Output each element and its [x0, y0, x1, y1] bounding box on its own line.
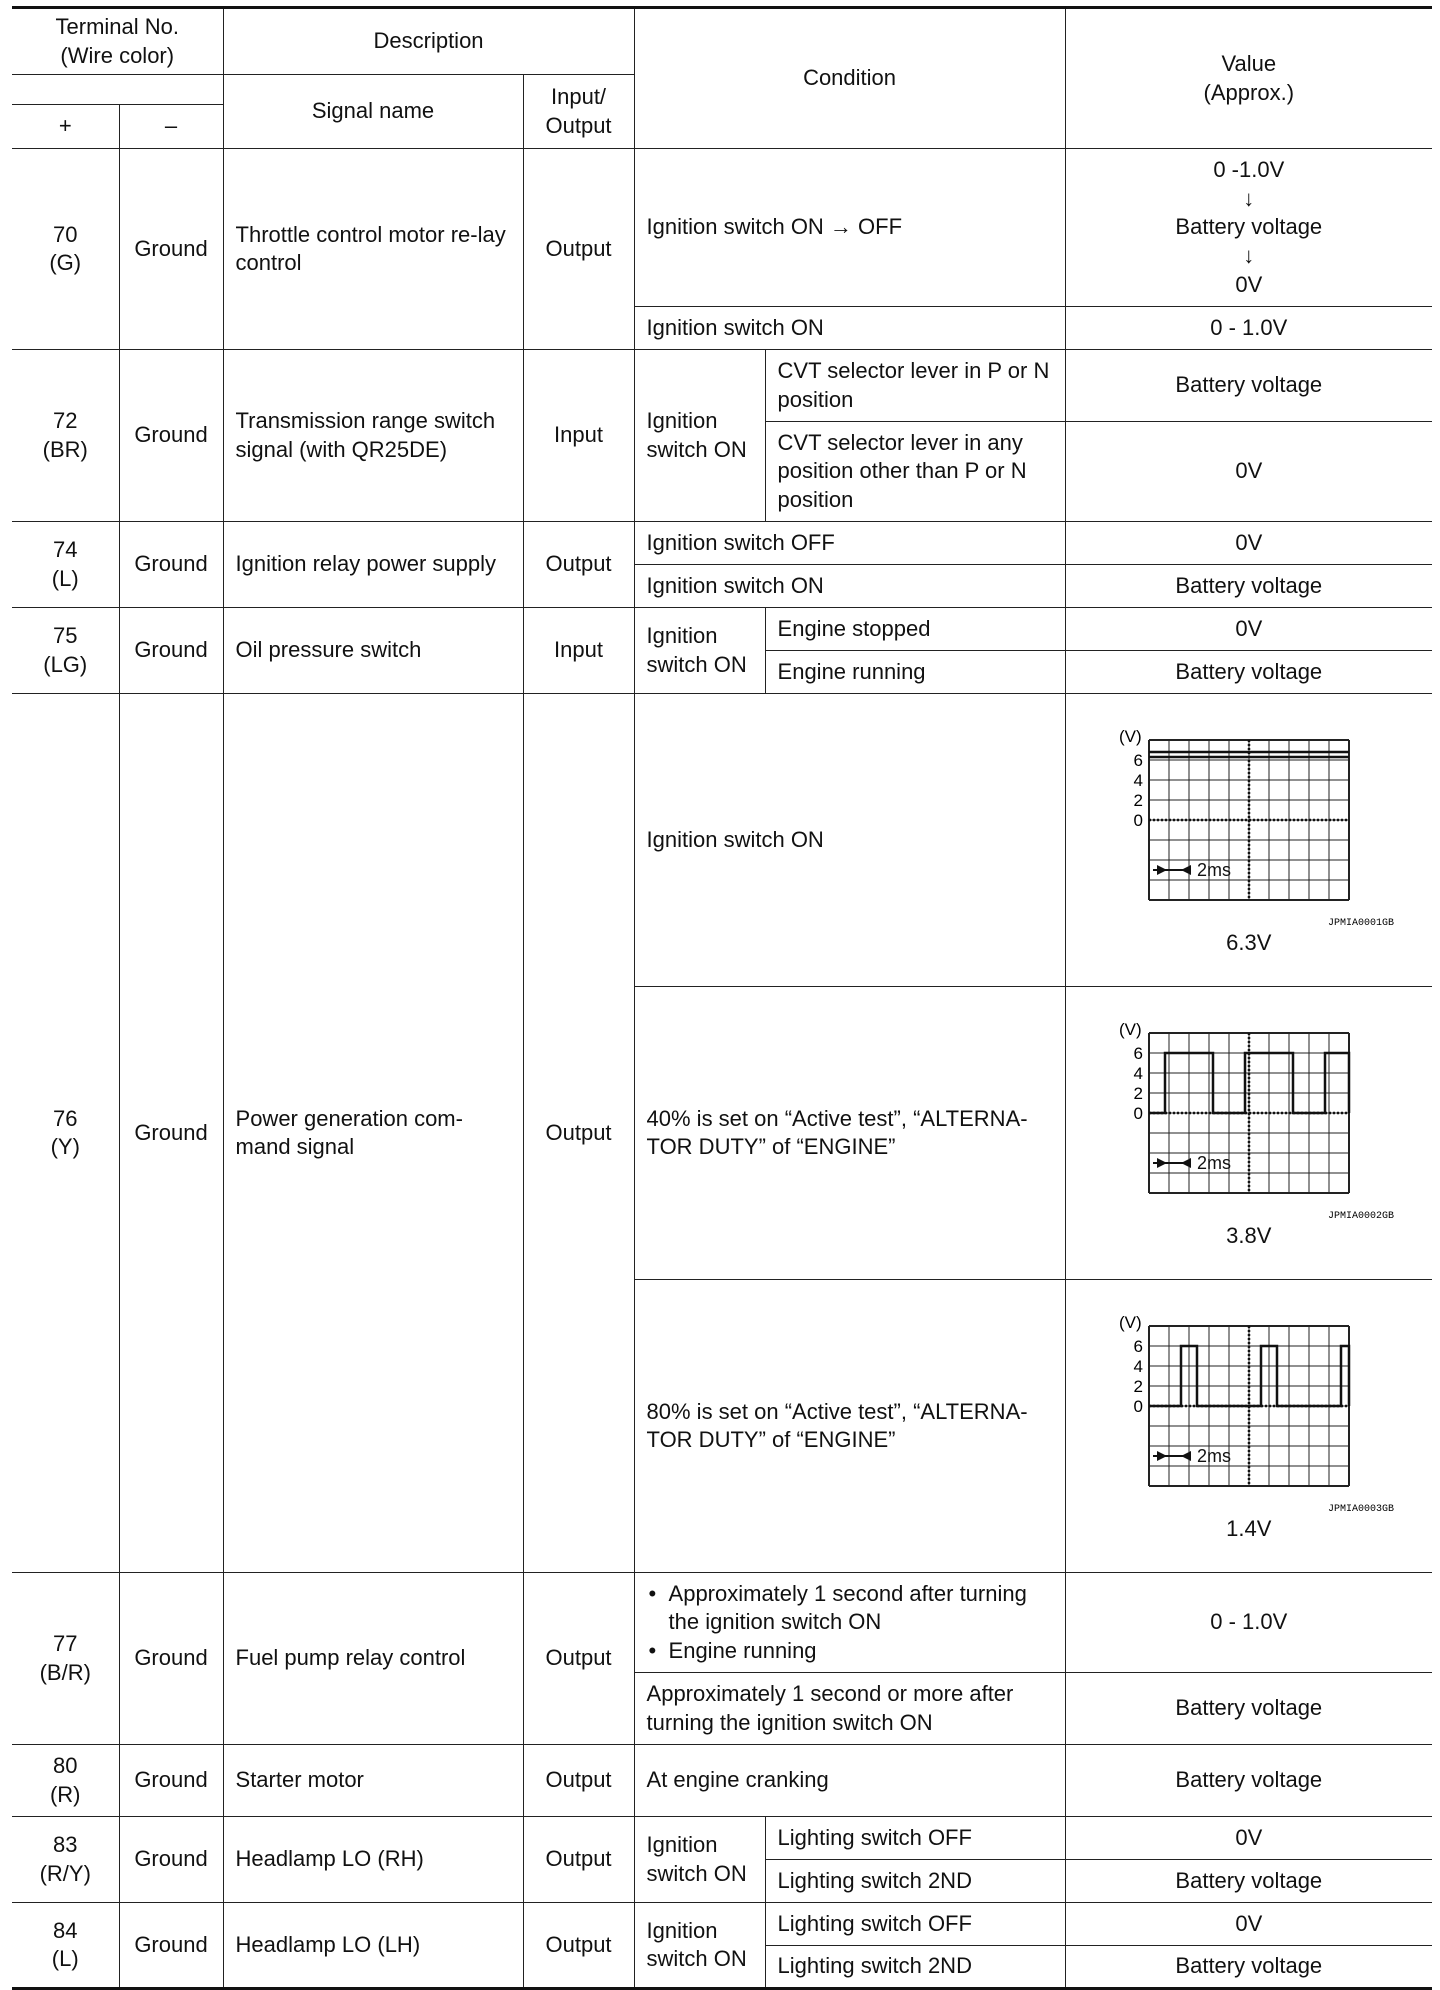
- ground-cell: Ground: [119, 1903, 223, 1989]
- time-marker-arrow: [1157, 1451, 1167, 1461]
- value-cell: 0V: [1065, 522, 1432, 565]
- condition-cell: Ignition switch ON: [634, 565, 1065, 608]
- tick-label: 4: [1133, 1357, 1143, 1377]
- tick-label: 2: [1133, 791, 1143, 811]
- condition-cell: Ignition switch ON → OFF: [634, 149, 1065, 307]
- waveform-cell: [1065, 694, 1432, 987]
- header-row-1: [12, 8, 1432, 75]
- signal-cell: Throttle control motor re-lay control: [223, 149, 523, 350]
- tick-label: 4: [1133, 771, 1143, 791]
- signal-cell: Ignition relay power supply: [223, 522, 523, 608]
- io-cell: Output: [523, 694, 634, 1573]
- io-cell: Output: [523, 1903, 634, 1989]
- figure-code: JPMIA0003GB: [1327, 1504, 1394, 1514]
- tick-label: 0: [1133, 811, 1143, 831]
- condition-cell: Approximately 1 second or more after turning the ignition switch ON: [634, 1673, 1065, 1745]
- condition-cell: At engine cranking: [634, 1745, 1065, 1817]
- table-row: [12, 1745, 1432, 1817]
- waveform-chart: [1099, 1308, 1399, 1513]
- io-cell: Output: [523, 522, 634, 608]
- terminal-cell: 72 (BR): [12, 350, 119, 522]
- terminal-cell: 74 (L): [12, 522, 119, 608]
- ground-cell: Ground: [119, 522, 223, 608]
- value-cell: 0 - 1.0V: [1065, 307, 1432, 350]
- condition-main-cell: Ignition switch ON: [634, 350, 765, 522]
- terminal-header: Terminal No. (Wire color): [12, 8, 223, 75]
- value-cell: 0 -1.0V ↓ Battery voltage ↓ 0V: [1065, 149, 1432, 307]
- waveform-value: 1.4V: [1226, 1516, 1272, 1542]
- list-item: • Engine running: [669, 1637, 1053, 1666]
- tick-label: 6: [1133, 1337, 1143, 1357]
- terminal-cell: 80 (R): [12, 1745, 119, 1817]
- waveform-chart: [1099, 722, 1399, 927]
- waveform-value: 3.8V: [1226, 1223, 1272, 1249]
- ground-cell: Ground: [119, 1817, 223, 1903]
- condition-sub-cell: CVT selector lever in P or N position: [765, 350, 1065, 422]
- condition-sub-cell: Engine stopped: [765, 608, 1065, 651]
- time-marker-arrow: [1181, 1158, 1191, 1168]
- ground-cell: Ground: [119, 1745, 223, 1817]
- tick-label: 4: [1133, 1064, 1143, 1084]
- value-cell: 0 - 1.0V: [1065, 1573, 1432, 1673]
- time-marker-arrow: [1157, 1158, 1167, 1168]
- condition-sub-cell: Lighting switch 2ND: [765, 1946, 1065, 1989]
- time-division-label: 2ms: [1196, 860, 1231, 881]
- signal-cell: Fuel pump relay control: [223, 1573, 523, 1745]
- terminal-cell: 83 (R/Y): [12, 1817, 119, 1903]
- signal-cell: Oil pressure switch: [223, 608, 523, 694]
- condition-sub-cell: CVT selector lever in any position other than P or N position: [765, 422, 1065, 522]
- list-item: • Approximately 1 second after turning the ignition switch ON: [669, 1580, 1053, 1637]
- tick-label: 6: [1133, 751, 1143, 771]
- value-cell: Battery voltage: [1065, 1946, 1432, 1989]
- io-header: Input/ Output: [523, 75, 634, 149]
- terminal-cell: 84 (L): [12, 1903, 119, 1989]
- io-cell: Output: [523, 149, 634, 350]
- ground-cell: Ground: [119, 694, 223, 1573]
- condition-cell: Ignition switch OFF: [634, 522, 1065, 565]
- condition-sub-cell: Lighting switch 2ND: [765, 1860, 1065, 1903]
- time-marker-arrow: [1181, 1451, 1191, 1461]
- value-cell: 0V: [1065, 1903, 1432, 1946]
- ground-cell: Ground: [119, 350, 223, 522]
- table-row: [12, 694, 1432, 987]
- condition-header: Condition: [634, 8, 1065, 149]
- terminal-cell: 75 (LG): [12, 608, 119, 694]
- condition-cell: 40% is set on “Active test”, “ALTERNA-TOR DUTY” of “ENGINE”: [634, 987, 1065, 1280]
- signal-cell: Power generation com-mand signal: [223, 694, 523, 1573]
- minus-header: –: [119, 105, 223, 149]
- value-cell: 0V: [1065, 1817, 1432, 1860]
- time-marker-arrow: [1157, 865, 1167, 875]
- plus-header: +: [12, 105, 119, 149]
- table-row: [12, 350, 1432, 422]
- io-cell: Input: [523, 350, 634, 522]
- signal-name-header: Signal name: [223, 75, 523, 149]
- terminal-cell: 77 (B/R): [12, 1573, 119, 1745]
- figure-code: JPMIA0001GB: [1327, 918, 1394, 928]
- io-cell: Output: [523, 1745, 634, 1817]
- waveform-value: 6.3V: [1226, 930, 1272, 956]
- value-cell: 0V: [1065, 608, 1432, 651]
- description-header: Description: [223, 8, 634, 75]
- tick-label: 0: [1133, 1397, 1143, 1417]
- ground-cell: Ground: [119, 608, 223, 694]
- table-row: [12, 522, 1432, 565]
- signal-cell: Starter motor: [223, 1745, 523, 1817]
- table-row: [12, 149, 1432, 307]
- value-cell: Battery voltage: [1065, 1745, 1432, 1817]
- value-cell: Battery voltage: [1065, 1673, 1432, 1745]
- condition-main-cell: Ignition switch ON: [634, 1903, 765, 1989]
- value-cell: 0V: [1065, 422, 1432, 522]
- value-cell: Battery voltage: [1065, 651, 1432, 694]
- waveform-chart: [1099, 1015, 1399, 1220]
- ground-cell: Ground: [119, 1573, 223, 1745]
- terminal-cell: 70 (G): [12, 149, 119, 350]
- signal-cell: Headlamp LO (LH): [223, 1903, 523, 1989]
- tick-label: 6: [1133, 1044, 1143, 1064]
- io-cell: Input: [523, 608, 634, 694]
- condition-cell: [634, 1573, 1065, 1673]
- ground-cell: Ground: [119, 149, 223, 350]
- condition-sub-cell: Lighting switch OFF: [765, 1817, 1065, 1860]
- table-row: [12, 1903, 1432, 1946]
- table-row: [12, 608, 1432, 651]
- signal-cell: Headlamp LO (RH): [223, 1817, 523, 1903]
- axis-unit: (V): [1118, 1020, 1142, 1040]
- condition-sub-cell: Engine running: [765, 651, 1065, 694]
- condition-cell: 80% is set on “Active test”, “ALTERNA-TOR DUTY” of “ENGINE”: [634, 1280, 1065, 1573]
- tick-label: 2: [1133, 1084, 1143, 1104]
- tick-label: 0: [1133, 1104, 1143, 1124]
- signal-cell: Transmission range switch signal (with QR25DE): [223, 350, 523, 522]
- axis-unit: (V): [1118, 1313, 1142, 1333]
- condition-sub-cell: Lighting switch OFF: [765, 1903, 1065, 1946]
- condition-main-cell: Ignition switch ON: [634, 608, 765, 694]
- figure-code: JPMIA0002GB: [1327, 1211, 1394, 1221]
- value-header: Value (Approx.): [1065, 8, 1432, 149]
- terminal-spec-table: [12, 6, 1432, 1990]
- value-cell: Battery voltage: [1065, 1860, 1432, 1903]
- terminal-cell: 76 (Y): [12, 694, 119, 1573]
- waveform-cell: [1065, 1280, 1432, 1573]
- time-marker-arrow: [1181, 865, 1191, 875]
- table-row: [12, 1817, 1432, 1860]
- condition-bullets: [647, 1580, 1053, 1666]
- value-cell: Battery voltage: [1065, 565, 1432, 608]
- condition-cell: Ignition switch ON: [634, 694, 1065, 987]
- axis-unit: (V): [1118, 727, 1142, 747]
- condition-main-cell: Ignition switch ON: [634, 1817, 765, 1903]
- tick-label: 2: [1133, 1377, 1143, 1397]
- time-division-label: 2ms: [1196, 1153, 1231, 1174]
- waveform-cell: [1065, 987, 1432, 1280]
- value-cell: Battery voltage: [1065, 350, 1432, 422]
- table-row: [12, 1573, 1432, 1673]
- time-division-label: 2ms: [1196, 1446, 1231, 1467]
- io-cell: Output: [523, 1817, 634, 1903]
- io-cell: Output: [523, 1573, 634, 1745]
- condition-cell: Ignition switch ON: [634, 307, 1065, 350]
